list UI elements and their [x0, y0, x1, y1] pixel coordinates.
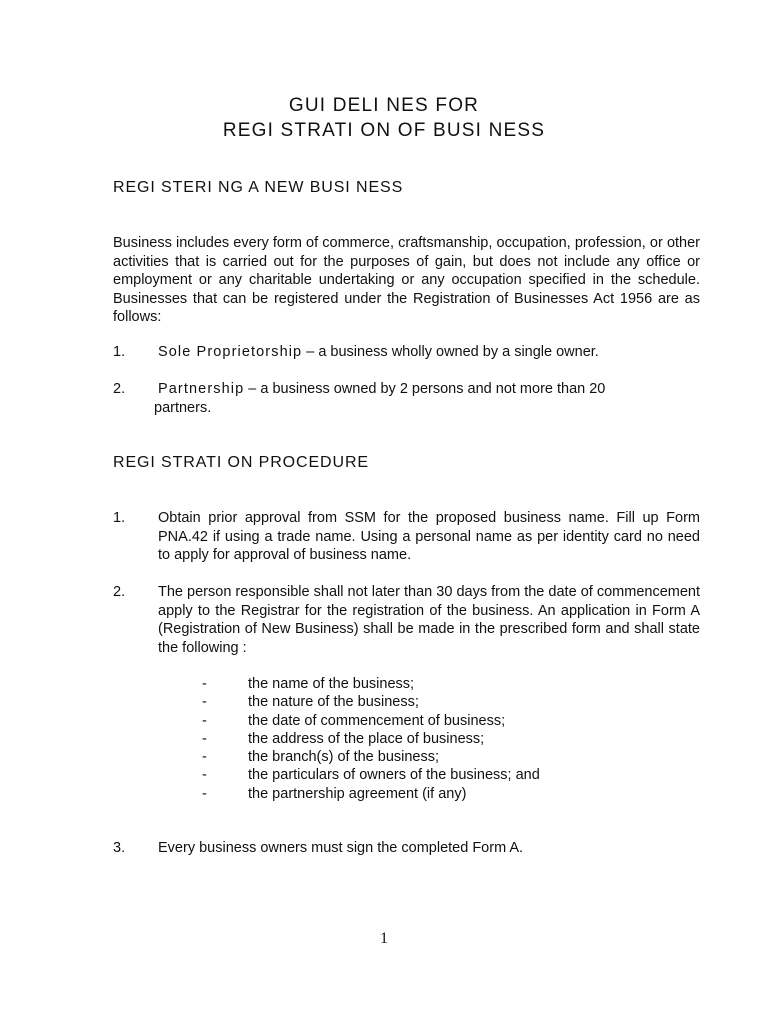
business-type-continuation-2: partners. — [154, 400, 212, 416]
procedure-step-number-3: 3. — [113, 840, 126, 856]
list-item-text: the branch(s) of the business; — [248, 749, 440, 766]
procedure-step-number-1: 1. — [113, 510, 126, 526]
procedure-step-1: Obtain prior approval from SSM for the proposed business name. Fill up Form PNA.42 if using a trade name. Using a personal name as per identity card no need to apply for approval of business name. — [158, 510, 700, 564]
page-number: 1 — [380, 930, 388, 947]
business-type-term-1: Sole Proprietorship — [158, 344, 303, 360]
list-item — [0, 748, 768, 766]
business-type-description-1: – a business wholly owned by a single owner. — [302, 344, 599, 360]
form-a-requirements-list — [0, 675, 768, 803]
section-heading-new-business: REGI STERI NG A NEW BUSI NESS — [113, 179, 404, 196]
section-heading-registration-procedure: REGI STRATI ON PROCEDURE — [113, 454, 369, 471]
document-title-line-2: REGI STRATI ON OF BUSI NESS — [222, 120, 546, 141]
list-item-text: the date of commencement of business; — [248, 712, 506, 729]
business-type-number-1: 1. — [113, 344, 126, 360]
list-item — [0, 730, 768, 748]
list-dash: - — [202, 730, 207, 747]
list-dash: - — [202, 676, 207, 692]
business-type-description-2: – a business owned by 2 persons and not more than 20 — [244, 381, 606, 397]
document-title-line-1: GUI DELI NES FOR — [288, 95, 480, 116]
list-item — [0, 693, 768, 711]
list-item-text: the partnership agreement (if any) — [248, 785, 467, 802]
list-dash: - — [202, 785, 207, 802]
list-item — [0, 785, 768, 803]
list-dash: - — [202, 749, 207, 766]
procedure-step-number-2: 2. — [113, 584, 126, 600]
business-type-number-2: 2. — [113, 381, 126, 397]
list-item-text: the nature of the business; — [248, 694, 419, 711]
list-item — [0, 712, 768, 730]
list-item-text: the name of the business; — [248, 676, 415, 692]
business-type-item-1 — [158, 343, 718, 362]
business-type-item-2 — [158, 380, 718, 399]
procedure-step-3: Every business owners must sign the completed Form A. — [158, 840, 524, 856]
list-item — [0, 675, 768, 693]
list-dash: - — [202, 694, 207, 711]
business-type-term-2: Partnership — [158, 381, 245, 397]
list-item — [0, 766, 768, 784]
procedure-step-2: The person responsible shall not later than 30 days from the date of commencement apply to the Registrar for the registration of the business. An application in Form A (Registration of New Business) shall be made in the prescribed form and shall state the following : — [158, 584, 700, 656]
list-dash: - — [202, 712, 207, 729]
list-dash: - — [202, 767, 207, 784]
business-definition-paragraph: Business includes every form of commerce, craftsmanship, occupation, profession, or other activities that is carried out for the purposes of gain, but does not include any office or employment or any charitable undertaking or any occupation specified in the schedule. Businesses that can be registered under the Registration of Businesses Act 1956 are as follows: — [113, 235, 700, 326]
list-item-text: the address of the place of business; — [248, 730, 485, 747]
list-item-text: the particulars of owners of the business; and — [248, 767, 540, 784]
